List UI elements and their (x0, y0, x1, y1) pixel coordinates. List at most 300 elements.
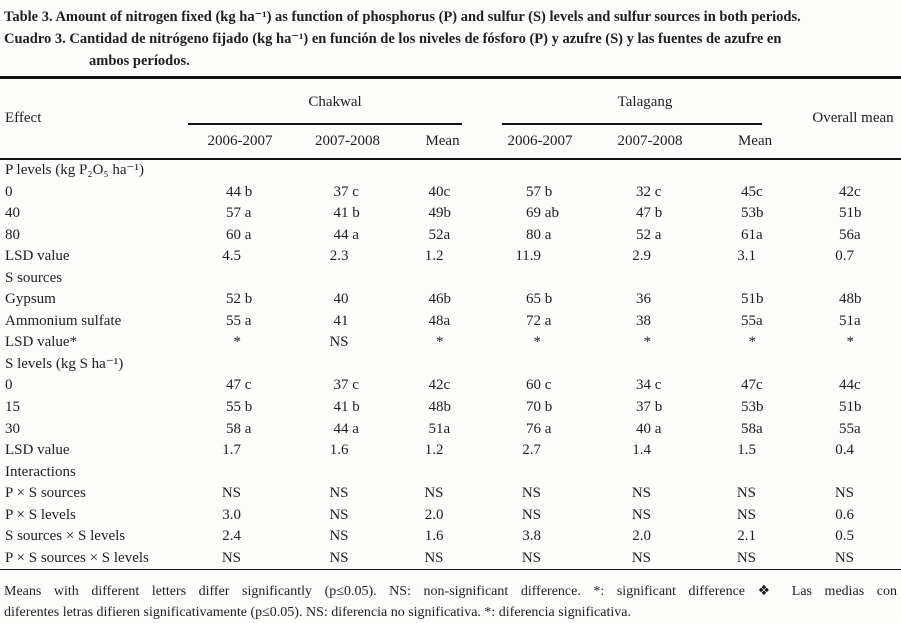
data-cell (595, 159, 705, 182)
cell-value: 44 (839, 377, 855, 394)
data-cell (805, 159, 901, 182)
data-cell (485, 268, 595, 290)
cell-value: 2.3 (329, 248, 349, 265)
data-cell (400, 332, 485, 354)
data-cell (805, 354, 901, 376)
cell-value: 4.5 (222, 248, 241, 265)
cell-value: 40 (428, 183, 444, 200)
significance-letter: b (756, 399, 764, 416)
table-row (0, 526, 901, 548)
cell-value: 55 (839, 420, 855, 437)
group-header-chakwal (185, 78, 485, 126)
data-cell (295, 332, 400, 354)
row-label: 15 (5, 399, 20, 416)
table-row (0, 548, 901, 570)
cell-value: 40 (636, 420, 652, 437)
cell-value: 45 (741, 183, 757, 200)
cell-value: 37 (333, 183, 349, 200)
row-label: 0 (5, 377, 13, 394)
data-cell (705, 332, 805, 354)
data-cell (295, 268, 400, 290)
cell-value: 37 (333, 377, 349, 394)
row-label: P × S sources × S levels (5, 549, 149, 566)
cell-value: 42 (428, 377, 444, 394)
cell-value: 34 (636, 377, 652, 394)
significance-letter: a (854, 420, 861, 437)
data-cell (400, 203, 485, 225)
significance-letter: c (651, 377, 662, 394)
data-cell (185, 440, 295, 462)
data-cell (295, 419, 400, 441)
data-cell (400, 289, 485, 311)
caption-spanish-line2: ambos períodos. (89, 53, 190, 69)
cell-value: 51 (741, 291, 757, 308)
data-cell (805, 375, 901, 397)
cell-value: 42 (839, 183, 855, 200)
cell-value: 0.6 (835, 506, 855, 523)
table-row (0, 159, 901, 182)
significance-letter: a (541, 420, 552, 437)
data-cell (485, 311, 595, 333)
significance-letter: b (443, 205, 452, 222)
cell-value: 55 (741, 312, 757, 329)
data-cell (595, 311, 705, 333)
cell-value: NS (834, 549, 855, 566)
data-cell (185, 419, 295, 441)
row-label: Ammonium sulfate (5, 312, 122, 329)
cell-value: 57 (226, 205, 241, 222)
cell-value: 57 (526, 183, 542, 200)
cell-value: 47 (226, 377, 241, 394)
row-label: 80 (5, 226, 20, 243)
cell-value: 48 (428, 399, 444, 416)
cell-value: NS (736, 485, 757, 502)
table-row (0, 246, 901, 268)
footnote-line-1: Means with different letters differ significantly (p≤0.05). NS: non-significant difference. *: significant difference ❖ Las medias con (4, 584, 897, 600)
data-cell (185, 462, 295, 484)
significance-letter: a (756, 420, 763, 437)
significance-letter: b (443, 399, 452, 416)
table-row (0, 225, 901, 247)
data-cell (705, 311, 805, 333)
significance-letter: b (541, 183, 553, 200)
data-cell (400, 268, 485, 290)
data-cell (295, 526, 400, 548)
data-cell (400, 354, 485, 376)
data-cell (400, 159, 485, 182)
cell-value: 3.8 (522, 528, 542, 545)
table-row (0, 462, 901, 484)
cell-value: 49 (428, 205, 444, 222)
significance-letter: b (348, 399, 360, 416)
data-cell (595, 182, 705, 204)
cell-value: 3.0 (222, 506, 241, 523)
cell-value: 41 (333, 312, 349, 329)
data-cell (295, 397, 400, 419)
significance-letter: a (651, 226, 662, 243)
cell-value: 1.2 (424, 248, 444, 265)
data-cell (295, 483, 400, 505)
data-cell (705, 159, 805, 182)
data-cell (705, 397, 805, 419)
data-cell (805, 483, 901, 505)
subcolumn-header: 2007-2008 (617, 133, 683, 149)
significance-letter: c (854, 377, 861, 394)
cell-value: 58 (741, 420, 757, 437)
caption-spanish-line1: Cuadro 3. Cantidad de nitrógeno fijado (kg ha⁻¹) en función de los niveles de fósforo (P) y azufre (S) y las fuentes de azufre en (4, 31, 782, 47)
data-cell (595, 462, 705, 484)
data-cell (595, 354, 705, 376)
table-body (0, 159, 901, 570)
cell-value: * (436, 334, 444, 351)
cell-value: 53 (741, 205, 757, 222)
row-label: LSD value (5, 442, 70, 459)
cell-value: NS (631, 506, 652, 523)
cell-value: NS (521, 549, 542, 566)
data-cell (485, 526, 595, 548)
data-cell (805, 246, 901, 268)
data-cell (705, 440, 805, 462)
cell-value: 60 (526, 377, 542, 394)
group-label-chakwal: Chakwal (308, 94, 362, 110)
cell-value: 48 (839, 291, 855, 308)
section-label: P levels (kg P₂O₅ ha⁻¹) (5, 162, 144, 178)
row-label: Gypsum (5, 291, 56, 308)
data-cell (595, 505, 705, 527)
data-cell (400, 462, 485, 484)
cell-value: 2.9 (632, 248, 652, 265)
data-cell (400, 182, 485, 204)
significance-letter: a (756, 226, 763, 243)
data-cell (295, 311, 400, 333)
significance-letter: b (541, 291, 553, 308)
cell-value: 47 (636, 205, 652, 222)
data-cell (595, 332, 705, 354)
data-cell (805, 332, 901, 354)
table-row (0, 289, 901, 311)
table-row (0, 332, 901, 354)
cell-value: 1.2 (424, 442, 444, 459)
data-cell (185, 268, 295, 290)
data-cell (705, 354, 805, 376)
cell-value: NS (329, 528, 349, 545)
significance-letter: a (241, 226, 252, 243)
significance-letter: c (854, 183, 861, 200)
data-cell (185, 375, 295, 397)
data-cell (595, 548, 705, 570)
table-row (0, 397, 901, 419)
section-label: Interactions (5, 463, 76, 480)
significance-letter: a (348, 420, 359, 437)
data-cell (485, 159, 595, 182)
data-cell (485, 332, 595, 354)
data-cell (485, 397, 595, 419)
cell-value: 51 (839, 205, 855, 222)
data-cell (805, 225, 901, 247)
data-cell (595, 268, 705, 290)
data-cell (485, 375, 595, 397)
data-cell (805, 505, 901, 527)
data-cell (295, 246, 400, 268)
cell-value: NS (424, 549, 444, 566)
cell-value: 37 (636, 399, 652, 416)
subcolumn-header: Mean (425, 133, 460, 149)
data-cell (295, 159, 400, 182)
significance-letter: c (651, 183, 662, 200)
data-cell (705, 246, 805, 268)
cell-value: 55 (226, 312, 241, 329)
table-row (0, 268, 901, 290)
table-row (0, 182, 901, 204)
cell-value: 44 (333, 226, 349, 243)
significance-letter: c (241, 377, 252, 394)
cell-value: NS (834, 485, 855, 502)
significance-letter: b (241, 183, 253, 200)
cell-value: 51 (839, 312, 855, 329)
cell-value: 3.1 (737, 248, 757, 265)
significance-letter: b (443, 291, 452, 308)
data-cell (805, 397, 901, 419)
cell-value: 38 (636, 312, 652, 329)
data-cell (595, 419, 705, 441)
cell-value: NS (329, 334, 349, 351)
subcolumn-header: Mean (737, 133, 773, 149)
data-cell (400, 397, 485, 419)
data-cell (705, 526, 805, 548)
data-cell (705, 203, 805, 225)
data-cell (705, 289, 805, 311)
data-cell (485, 225, 595, 247)
significance-letter: a (854, 226, 861, 243)
data-cell (185, 203, 295, 225)
data-cell (295, 182, 400, 204)
cell-value: NS (631, 549, 652, 566)
results-table (0, 76, 901, 570)
data-cell (595, 289, 705, 311)
data-cell (805, 289, 901, 311)
data-cell (595, 397, 705, 419)
data-cell (185, 159, 295, 182)
cell-value: 1.7 (222, 442, 241, 459)
cell-value: 51 (839, 399, 855, 416)
cell-value: 2.4 (222, 528, 241, 545)
significance-letter: b (854, 291, 862, 308)
significance-letter: a (541, 312, 552, 329)
data-cell (595, 203, 705, 225)
cell-value: * (846, 334, 855, 351)
data-cell (295, 225, 400, 247)
cell-value: 44 (333, 420, 349, 437)
significance-letter: c (443, 377, 451, 394)
subcolumn-header: 2007-2008 (315, 133, 380, 149)
cell-value: 1.6 (424, 528, 444, 545)
data-cell (400, 548, 485, 570)
significance-letter: a (348, 226, 359, 243)
data-cell (185, 246, 295, 268)
data-cell (485, 548, 595, 570)
significance-letter: a (241, 312, 252, 329)
cell-value: 61 (741, 226, 757, 243)
data-cell (705, 182, 805, 204)
data-cell (485, 246, 595, 268)
cell-value: 52 (226, 291, 241, 308)
row-label: P × S levels (5, 506, 76, 523)
data-cell (295, 505, 400, 527)
cell-value: 0.5 (835, 528, 855, 545)
significance-letter: c (756, 183, 763, 200)
data-cell (485, 182, 595, 204)
data-cell (705, 483, 805, 505)
data-cell (485, 203, 595, 225)
cell-value: 41 (333, 205, 349, 222)
data-cell (595, 526, 705, 548)
significance-letter: b (854, 205, 862, 222)
data-cell (705, 505, 805, 527)
significance-letter: a (854, 312, 861, 329)
section-label: S sources (5, 269, 63, 286)
data-cell (805, 526, 901, 548)
data-cell (400, 419, 485, 441)
cell-value: 2.1 (737, 528, 757, 545)
significance-letter: a (541, 226, 552, 243)
cell-value: NS (424, 485, 444, 502)
significance-letter: a (443, 420, 451, 437)
significance-letter: b (241, 399, 253, 416)
cell-value: 0.7 (835, 248, 855, 265)
data-cell (400, 225, 485, 247)
subcolumn-header: 2006-2007 (507, 133, 573, 149)
cell-value: 32 (636, 183, 652, 200)
cell-value: 2.7 (522, 442, 542, 459)
significance-letter: c (541, 377, 552, 394)
data-cell (705, 225, 805, 247)
data-cell (485, 483, 595, 505)
data-cell (295, 440, 400, 462)
significance-letter: c (443, 183, 451, 200)
cell-value: * (533, 334, 542, 351)
caption-english: Table 3. Amount of nitrogen fixed (kg ha⁻¹) as function of phosphorus (P) and sulfur (S) levels and sulfur sources in both periods. (4, 9, 801, 25)
cell-value: NS (521, 485, 542, 502)
data-cell (485, 505, 595, 527)
table-row (0, 440, 901, 462)
significance-letter: a (756, 312, 763, 329)
data-cell (595, 375, 705, 397)
cell-value: 2.0 (632, 528, 652, 545)
data-cell (485, 289, 595, 311)
cell-value: 55 (226, 399, 241, 416)
cell-value: 36 (636, 291, 652, 308)
data-cell (705, 548, 805, 570)
data-cell (705, 419, 805, 441)
cell-value: NS (521, 506, 542, 523)
cell-value: 52 (636, 226, 652, 243)
row-label: LSD value (5, 248, 70, 265)
section-label: S levels (kg S ha⁻¹) (5, 355, 124, 372)
data-cell (295, 354, 400, 376)
cell-value: 48 (428, 312, 444, 329)
cell-value: 1.5 (737, 442, 757, 459)
cell-value: 51 (428, 420, 444, 437)
significance-letter: b (756, 205, 764, 222)
data-cell (400, 311, 485, 333)
data-cell (185, 311, 295, 333)
table-row (0, 354, 901, 376)
table-row (0, 203, 901, 225)
cell-value: 0.4 (835, 442, 855, 459)
cell-value: 80 (526, 226, 542, 243)
cell-value: 56 (839, 226, 855, 243)
significance-letter: a (443, 312, 451, 329)
data-cell (595, 483, 705, 505)
cell-value: 46 (428, 291, 444, 308)
data-cell (705, 268, 805, 290)
data-cell (185, 397, 295, 419)
table-row (0, 483, 901, 505)
subcolumn-header: 2006-2007 (207, 133, 273, 149)
data-cell (185, 289, 295, 311)
table-row (0, 505, 901, 527)
significance-letter: a (443, 226, 451, 243)
overall-mean-header: Overall mean (812, 110, 894, 126)
data-cell (805, 268, 901, 290)
significance-letter: ab (541, 205, 559, 222)
data-cell (805, 203, 901, 225)
data-cell (295, 548, 400, 570)
cell-value: 53 (741, 399, 757, 416)
data-cell (400, 440, 485, 462)
cell-value: * (233, 334, 241, 351)
data-cell (400, 526, 485, 548)
data-cell (185, 354, 295, 376)
cell-value: 2.0 (424, 506, 444, 523)
data-cell (595, 225, 705, 247)
data-cell (185, 526, 295, 548)
data-cell (485, 419, 595, 441)
data-cell (485, 440, 595, 462)
row-label: S sources × S levels (5, 528, 126, 545)
data-cell (185, 182, 295, 204)
cell-value: * (748, 334, 757, 351)
data-cell (805, 311, 901, 333)
cell-value: 58 (226, 420, 241, 437)
data-cell (185, 332, 295, 354)
row-label: 30 (5, 420, 20, 437)
data-cell (595, 440, 705, 462)
cell-value: 40 (333, 291, 349, 308)
significance-letter: b (651, 205, 663, 222)
group-label-talagang: Talagang (617, 94, 673, 110)
cell-value: 1.4 (632, 442, 652, 459)
significance-letter: b (854, 399, 862, 416)
cell-value: NS (736, 506, 757, 523)
cell-value: 47 (741, 377, 757, 394)
data-cell (485, 462, 595, 484)
row-label: 40 (5, 205, 20, 222)
data-cell (185, 505, 295, 527)
data-cell (295, 462, 400, 484)
cell-value: 65 (526, 291, 542, 308)
cell-value: * (643, 334, 652, 351)
cell-value: 1.6 (329, 442, 349, 459)
data-cell (400, 246, 485, 268)
significance-letter: b (348, 205, 360, 222)
cell-value: NS (329, 506, 349, 523)
cell-value: 70 (526, 399, 542, 416)
row-label: P × S sources (5, 485, 86, 502)
cell-value: NS (631, 485, 652, 502)
cell-value: 52 (428, 226, 444, 243)
data-cell (595, 246, 705, 268)
